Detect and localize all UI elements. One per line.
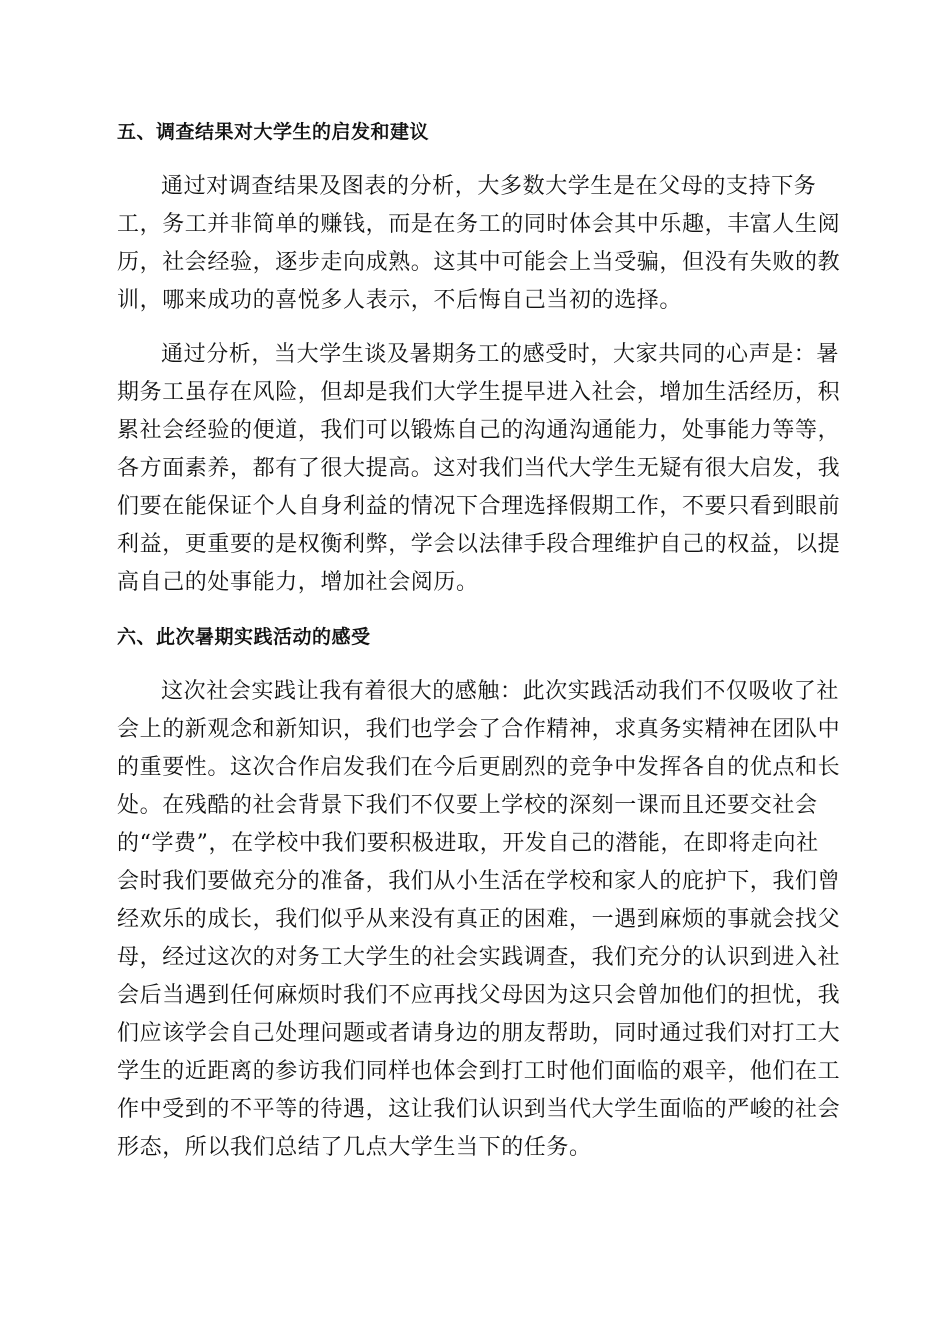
section-heading: 六、此次暑期实践活动的感受 bbox=[117, 626, 371, 648]
paragraph-line: 高自己的处事能力，增加社会阅历。 bbox=[117, 570, 479, 595]
paragraph-line: 这次社会实践让我有着很大的感触：此次实践活动我们不仅吸收了社 bbox=[161, 679, 840, 704]
paragraph-line: 会上的新观念和新知识，我们也学会了合作精神，求真务实精神在团队中 bbox=[117, 717, 841, 742]
paragraph-line: 会时我们要做充分的准备，我们从小生活在学校和家人的庇护下，我们曾 bbox=[117, 869, 841, 894]
paragraph-line: 累社会经验的便道，我们可以锻炼自己的沟通沟通能力，处事能力等等， bbox=[117, 418, 841, 443]
paragraph-line: 经欢乐的成长，我们似乎从来没有真正的困难，一遇到麻烦的事就会找父 bbox=[117, 907, 841, 932]
paragraph-line: 通过对调查结果及图表的分析，大多数大学生是在父母的支持下务 bbox=[161, 174, 817, 199]
paragraph-line: 会后当遇到任何麻烦时我们不应再找父母因为这只会曾加他们的担忧，我 bbox=[117, 983, 841, 1008]
paragraph-line: 们要在能保证个人自身利益的情况下合理选择假期工作，不要只看到眼前 bbox=[117, 494, 841, 519]
section-heading: 五、调查结果对大学生的启发和建议 bbox=[117, 121, 430, 143]
paragraph-line: 形态，所以我们总结了几点大学生当下的任务。 bbox=[117, 1135, 592, 1160]
paragraph-line: 各方面素养，都有了很大提高。这对我们当代大学生无疑有很大启发，我 bbox=[117, 456, 841, 481]
paragraph-line: 工，务工并非简单的赚钱，而是在务工的同时体会其中乐趣，丰富人生阅 bbox=[117, 212, 841, 237]
paragraph-line: 历，社会经验，逐步走向成熟。这其中可能会上当受骗，但没有失败的教 bbox=[117, 250, 841, 275]
paragraph-line: 训，哪来成功的喜悦多人表示，不后悔自己当初的选择。 bbox=[117, 288, 683, 313]
paragraph-line: 利益，更重要的是权衡利弊，学会以法律手段合理维护自己的权益，以提 bbox=[117, 532, 841, 557]
paragraph-line: 期务工虽存在风险，但却是我们大学生提早进入社会，增加生活经历，积 bbox=[117, 380, 841, 405]
paragraph-line: 处。在残酷的社会背景下我们不仅要上学校的深刻一课而且还要交社会 bbox=[117, 793, 818, 818]
paragraph-line: 的重要性。这次合作启发我们在今后更剧烈的竞争中发挥各自的优点和长 bbox=[117, 755, 841, 780]
paragraph-line: 通过分析，当大学生谈及暑期务工的感受时，大家共同的心声是：暑 bbox=[161, 342, 840, 367]
paragraph-line: 作中受到的不平等的待遇，这让我们认识到当代大学生面临的严峻的社会 bbox=[117, 1097, 841, 1122]
paragraph-line: 学生的近距离的参访我们同样也体会到打工时他们面临的艰辛，他们在工 bbox=[117, 1059, 841, 1084]
paragraph-line: 母，经过这次的对务工大学生的社会实践调查，我们充分的认识到进入社 bbox=[117, 945, 841, 970]
paragraph-line: 的“学费”，在学校中我们要积极进取，开发自己的潜能，在即将走向社 bbox=[117, 831, 819, 856]
paragraph-line: 们应该学会自己处理问题或者请身边的朋友帮助，同时通过我们对打工大 bbox=[117, 1021, 841, 1046]
